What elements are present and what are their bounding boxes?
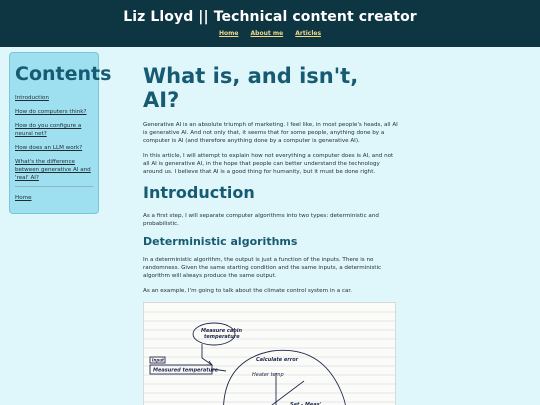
axis-label: Set - Meas' [290, 402, 322, 405]
contents-sidebar [9, 52, 112, 214]
subsection-paragraph: In a deterministic algorithm, the output is just a function of the inputs. There is no randomness. Given the same starting condition and the same inputs, a deterministic algorithm will always produce the same output. [143, 257, 382, 279]
measured-temp-label: Measured temperature [153, 367, 219, 374]
calculate-error-label: Calculate error [256, 357, 299, 363]
site-title: Liz Lloyd || Technical content creator [123, 9, 417, 25]
nav-about-link[interactable]: About me [250, 30, 284, 37]
toc-llm-link[interactable]: How does an LLM work? [15, 145, 83, 151]
toc-home-link[interactable]: Home [15, 195, 32, 201]
toc-neural-net-link[interactable]: How do you configure a neural net? [15, 123, 82, 137]
climate-control-sketch [143, 302, 396, 405]
toc-computers-think-link[interactable]: How do computers think? [15, 109, 87, 115]
input-label: Input [152, 357, 164, 363]
section-heading-introduction: Introduction [143, 183, 255, 202]
nav-home-link[interactable]: Home [218, 30, 239, 37]
toc-generative-vs-real-link[interactable]: What's the difference between generative AI and 'real' AI? [15, 159, 91, 181]
contents-heading: Contents [15, 63, 112, 85]
subsection-paragraph: As an example, I'm going to talk about the climate control system in a car. [143, 288, 352, 294]
measure-cabin-label: Measure cabin temperature [201, 328, 243, 340]
section-paragraph: As a first step, I will separate computer algorithms into two types: deterministic and probabilistic. [143, 213, 379, 227]
arrow-cabin-to-measured [202, 344, 212, 365]
sketch-svg [144, 303, 396, 405]
subsection-heading-deterministic: Deterministic algorithms [143, 235, 298, 248]
toc-divider [15, 186, 93, 187]
nav-articles-link[interactable]: Articles [295, 30, 322, 37]
main-nav [0, 30, 540, 37]
article-title: What is, and isn't, AI? [143, 64, 359, 112]
article [143, 64, 399, 405]
site-header [0, 0, 540, 47]
intro-paragraph: Generative AI is an absolute triumph of marketing. I feel like, in most people's heads, all AI is generative AI. And not only that, it seems that for some people, anything done by a computer is AI (and therefore anything done by a computer is generative AI). [143, 122, 398, 144]
toc-introduction-link[interactable]: Introduction [15, 95, 49, 101]
heater-temp-label: Heater temp [252, 372, 284, 378]
intro-paragraph: In this article, I will attempt to explain how not everything a computer does is AI, and not all AI is generative AI, in the hope that people can better understand the technology around us. I believe that AI is a good thing for humanity, but it must be done right. [143, 153, 394, 175]
